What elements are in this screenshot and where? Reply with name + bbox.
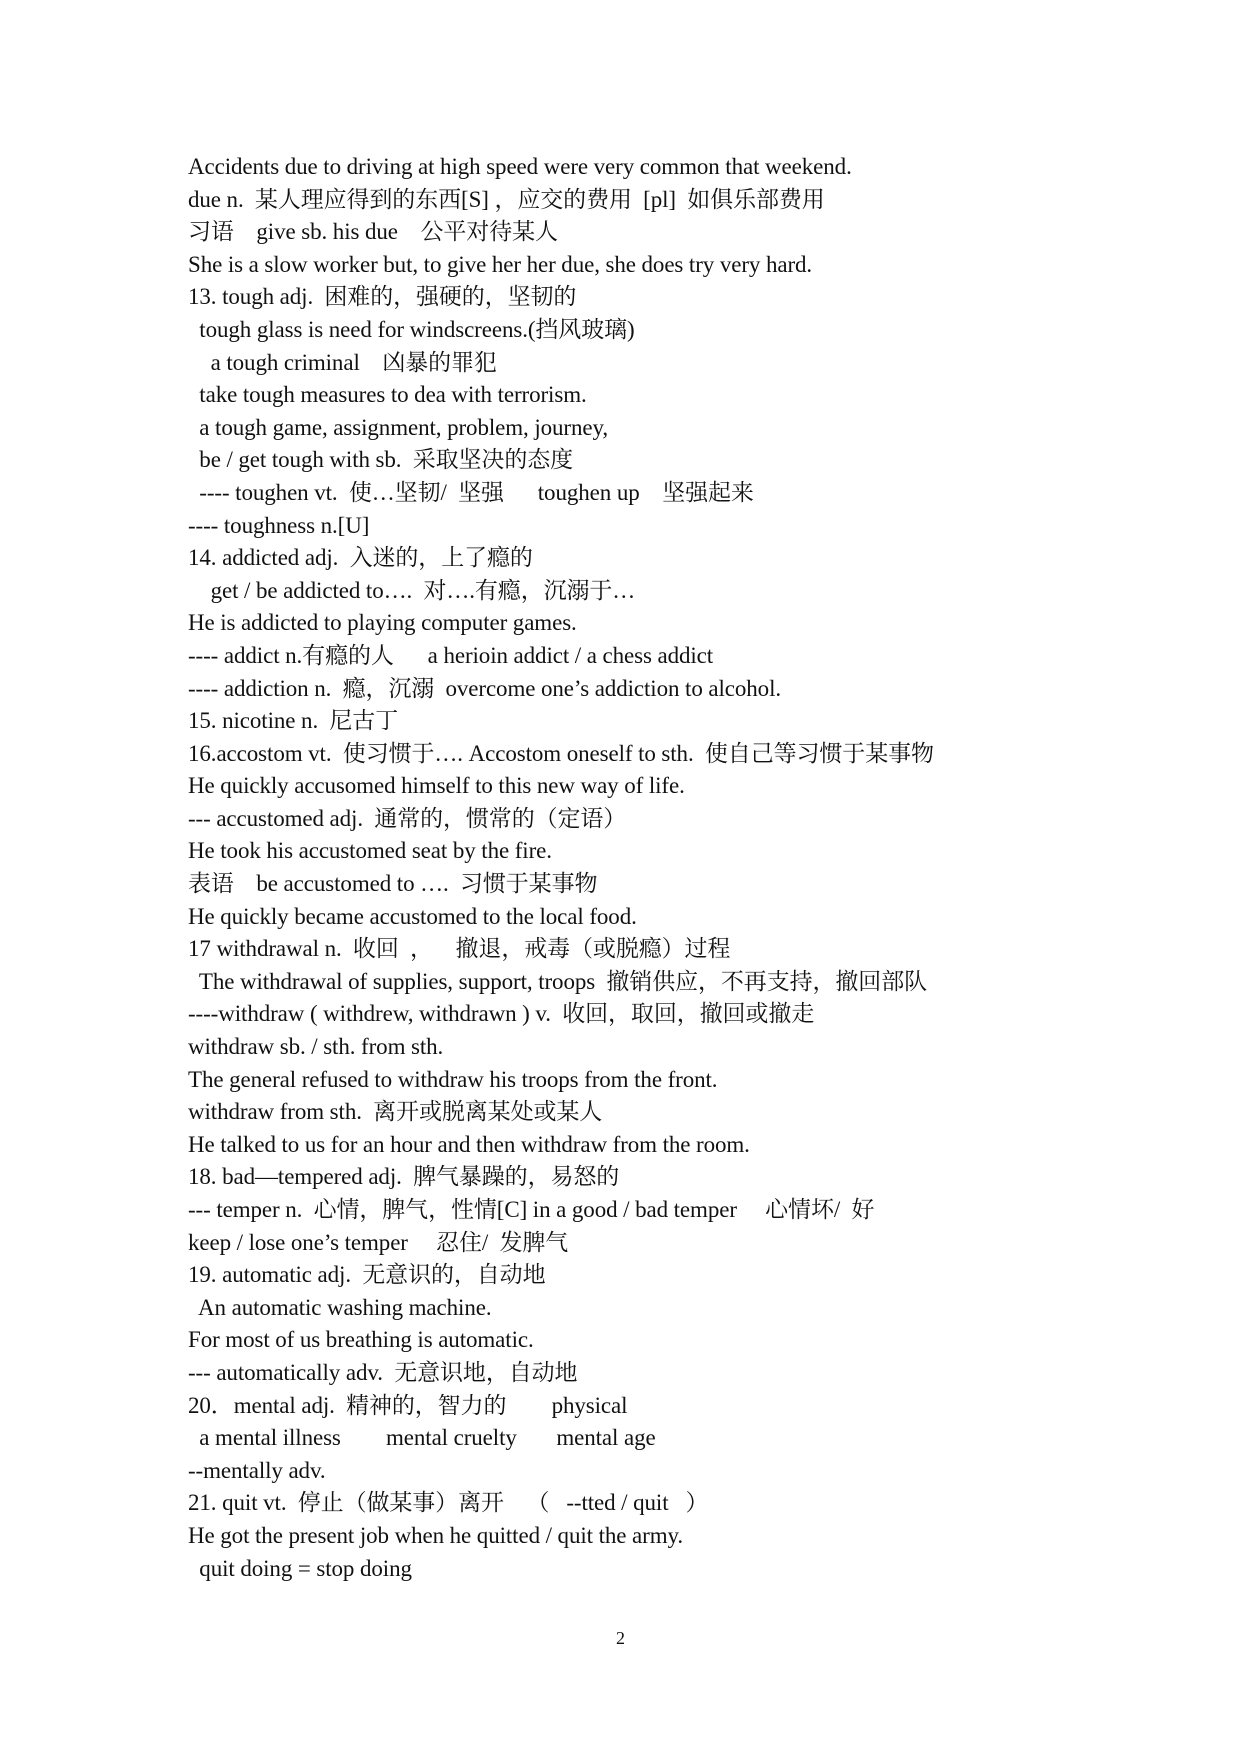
text-line: 表语 be accustomed to …. 习惯于某事物 bbox=[188, 871, 598, 897]
text-line: 21. quit vt. 停止（做某事）离开 （ --tted / quit ） bbox=[188, 1490, 709, 1516]
text-line: a tough criminal 凶暴的罪犯 bbox=[188, 349, 497, 375]
text-line: 18. bad—tempered adj. 脾气暴躁的，易怒的 bbox=[188, 1164, 620, 1190]
text-line: An automatic washing machine. bbox=[188, 1294, 492, 1320]
text-line: a tough game, assignment, problem, journey, bbox=[188, 414, 609, 440]
text-line: withdraw sb. / sth. from sth. bbox=[188, 1034, 444, 1060]
text-line: ---- toughness n.[U] bbox=[188, 512, 370, 538]
text-line: ----withdraw ( withdrew, withdrawn ) v. 收回，取回，撤回或撤走 bbox=[188, 1001, 815, 1027]
text-line: get / be addicted to…. 对….有瘾，沉溺于… bbox=[188, 577, 636, 603]
text-line: due n. 某人理应得到的东西[S] ，应交的费用 [pl] 如俱乐部费用 bbox=[188, 186, 825, 212]
text-line: ---- addict n.有瘾的人 a herioin addict / a chess addict bbox=[188, 642, 714, 668]
text-line: --- temper n. 心情，脾气，性情[C] in a good / bad temper 心情坏/ 好 bbox=[188, 1197, 875, 1222]
text-line: 13. tough adj. 困难的，强硬的，坚韧的 bbox=[188, 284, 577, 310]
text-line: She is a slow worker but, to give her her due, she does try very hard. bbox=[188, 251, 813, 277]
text-line: Accidents due to driving at high speed were very common that weekend. bbox=[188, 154, 852, 179]
text-line: take tough measures to dea with terrorism. bbox=[188, 382, 587, 408]
text-line: --mentally adv. bbox=[188, 1457, 326, 1483]
text-line: 20．mental adj. 精神的，智力的 physical bbox=[188, 1392, 628, 1418]
text-line: 习语 give sb. his due 公平对待某人 bbox=[188, 219, 558, 245]
text-line: He talked to us for an hour and then withdraw from the room. bbox=[188, 1131, 750, 1157]
text-line: a mental illness mental cruelty mental age bbox=[188, 1425, 656, 1451]
text-line: ---- addiction n. 瘾，沉溺 overcome one’s addiction to alcohol. bbox=[188, 675, 782, 701]
text-line: 14. addicted adj. 入迷的，上了瘾的 bbox=[188, 545, 533, 571]
text-line: The general refused to withdraw his troops from the front. bbox=[188, 1066, 718, 1092]
text-line: He got the present job when he quitted / quit the army. bbox=[188, 1522, 684, 1548]
text-line: be / get tough with sb. 采取坚决的态度 bbox=[188, 447, 574, 473]
text-line: withdraw from sth. 离开或脱离某处或某人 bbox=[188, 1099, 603, 1125]
text-line: 15. nicotine n. 尼古丁 bbox=[188, 708, 399, 734]
page-number: 2 bbox=[616, 1628, 625, 1648]
text-line: tough glass is need for windscreens.(挡风玻璃) bbox=[188, 316, 635, 342]
text-line: He is addicted to playing computer games. bbox=[188, 610, 577, 636]
text-line: 19. automatic adj. 无意识的，自动地 bbox=[188, 1262, 546, 1288]
text-line: --- automatically adv. 无意识地，自动地 bbox=[188, 1359, 578, 1385]
text-line: 16.accostom vt. 使习惯于…. Accostom oneself to sth. 使自己等习惯于某事物 bbox=[188, 740, 934, 766]
text-line: He quickly became accustomed to the local food. bbox=[188, 903, 637, 929]
text-line: For most of us breathing is automatic. bbox=[188, 1327, 534, 1353]
text-line: ---- toughen vt. 使…坚韧/ 坚强 toughen up 坚强起来 bbox=[188, 479, 754, 505]
text-line: --- accustomed adj. 通常的，惯常的（定语） bbox=[188, 805, 627, 831]
text-line: He took his accustomed seat by the fire. bbox=[188, 838, 552, 864]
text-line: quit doing = stop doing bbox=[188, 1555, 412, 1581]
text-line: He quickly accusomed himself to this new way of life. bbox=[188, 773, 685, 799]
text-line: 17 withdrawal n. 收回 ， 撤退，戒毒（或脱瘾）过程 bbox=[188, 936, 731, 962]
text-line: keep / lose one’s temper 忍住/ 发脾气 bbox=[188, 1229, 569, 1255]
page-body bbox=[188, 151, 1088, 1585]
text-line: The withdrawal of supplies, support, troops 撤销供应，不再支持，撤回部队 bbox=[188, 968, 928, 994]
